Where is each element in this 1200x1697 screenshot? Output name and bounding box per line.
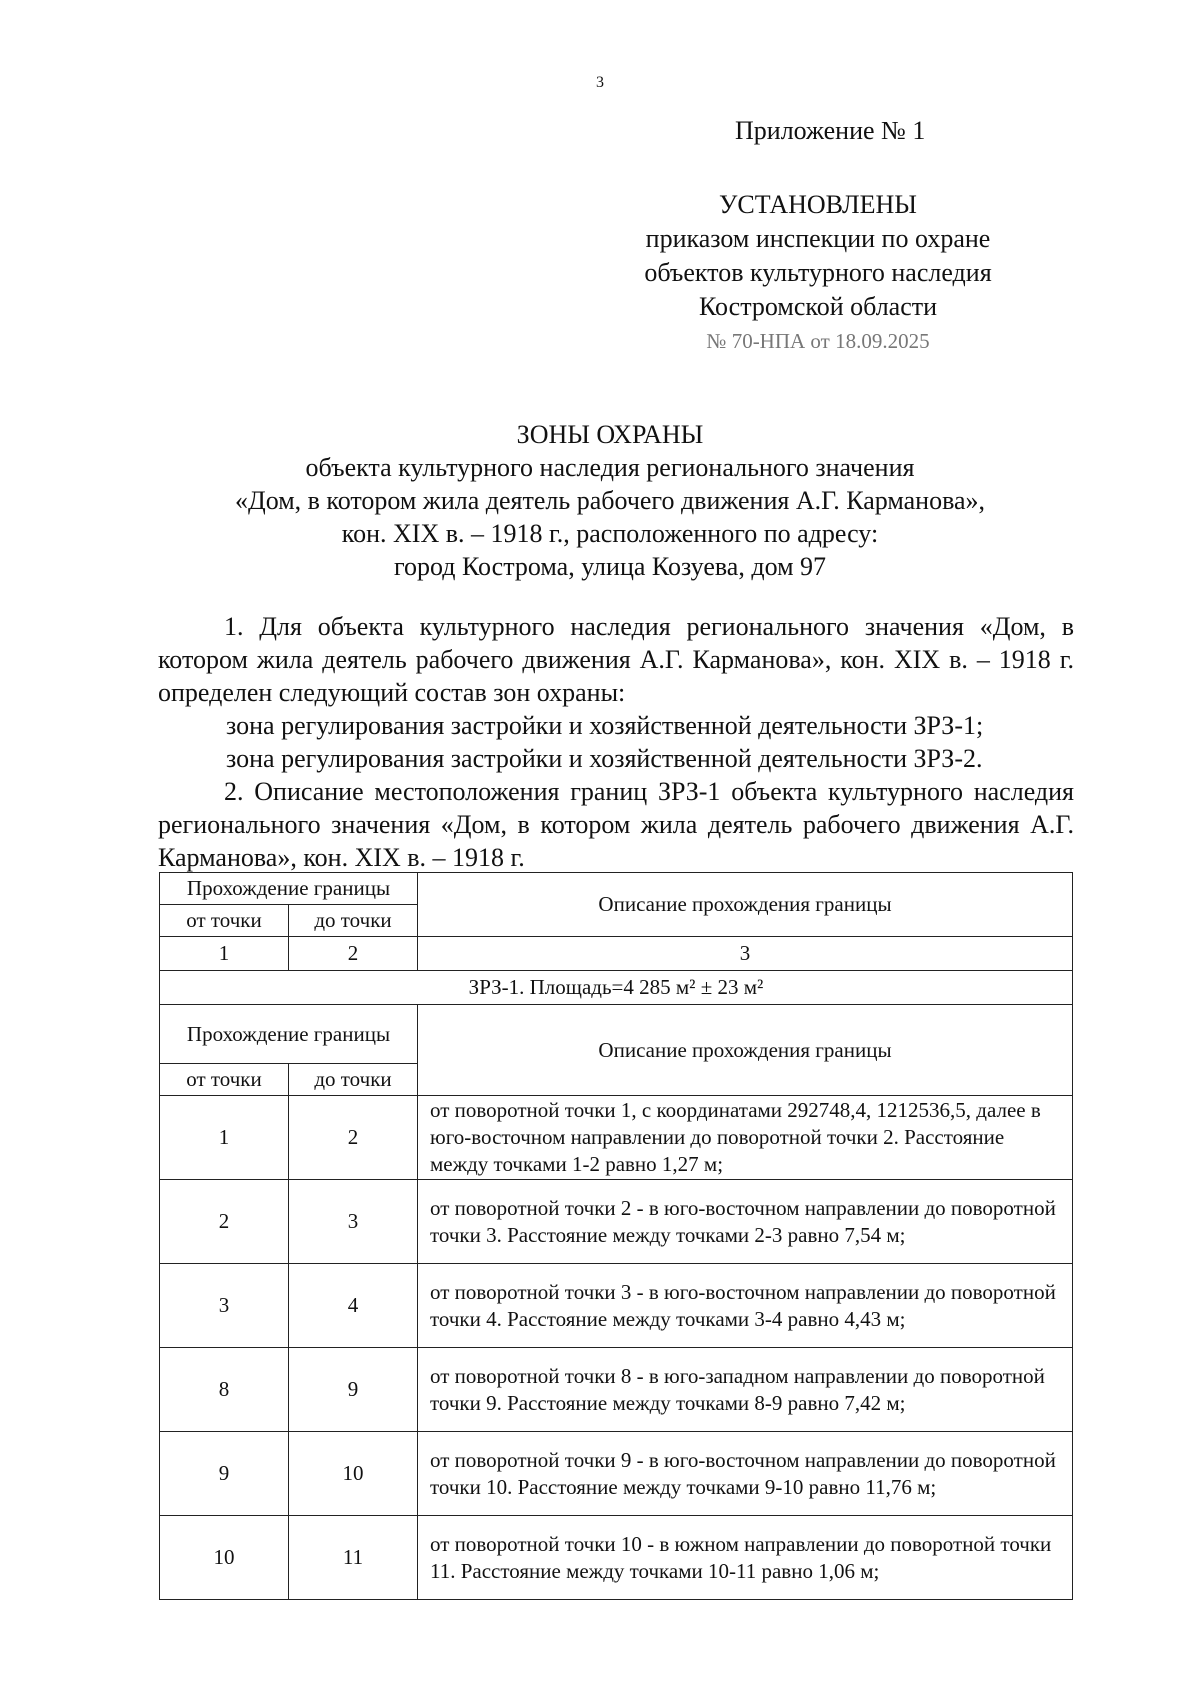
cell-description: от поворотной точки 9 - в юго-восточном направлении до поворотной точки 10. Расстояние между точками 9-10 равно 11,76 м; <box>418 1432 1073 1516</box>
table-row <box>160 1264 1073 1348</box>
title-line: город Кострома, улица Козуева, дом 97 <box>393 552 827 581</box>
zone-caption: ЗРЗ-1. Площадь=4 285 м² ± 23 м² <box>160 971 1073 1005</box>
header-to: до точки <box>289 905 418 937</box>
appendix-label: Приложение № 1 <box>735 116 926 145</box>
boundary-table <box>159 872 1073 1600</box>
column-number: 2 <box>289 937 418 971</box>
cell-description: от поворотной точки 1, с координатами 292748,4, 1212536,5, далее в юго-восточном направлении до поворотной точки 2. Расстояние между точками 1-2 равно 1,27 м; <box>418 1096 1073 1180</box>
title-heading: ЗОНЫ ОХРАНЫ <box>516 420 704 449</box>
document-title <box>160 418 1060 583</box>
zone-item-2: зона регулирования застройки и хозяйственной деятельности ЗРЗ-2. <box>226 744 983 773</box>
header-to-repeat: до точки <box>289 1064 418 1096</box>
title-line: кон. XIX в. – 1918 г., расположенного по адресу: <box>341 519 879 548</box>
approval-line: объектов культурного наследия <box>644 258 992 287</box>
table-row <box>160 1096 1073 1180</box>
body-text <box>158 610 1074 874</box>
cell-description: от поворотной точки 2 - в юго-восточном направлении до поворотной точки 3. Расстояние между точками 2-3 равно 7,54 м; <box>418 1180 1073 1264</box>
column-number: 1 <box>160 937 289 971</box>
header-description-repeat: Описание прохождения границы <box>418 1005 1073 1096</box>
title-line: объекта культурного наследия регионального значения <box>305 453 915 482</box>
table-row <box>160 1516 1073 1600</box>
cell-from: 9 <box>160 1432 289 1516</box>
approval-heading: УСТАНОВЛЕНЫ <box>719 190 917 219</box>
cell-to: 11 <box>289 1516 418 1600</box>
cell-from: 8 <box>160 1348 289 1432</box>
cell-from: 2 <box>160 1180 289 1264</box>
cell-description: от поворотной точки 10 - в южном направлении до поворотной точки 11. Расстояние между точками 10-11 равно 1,06 м; <box>418 1516 1073 1600</box>
cell-from: 3 <box>160 1264 289 1348</box>
cell-to: 10 <box>289 1432 418 1516</box>
cell-from: 10 <box>160 1516 289 1600</box>
approval-block <box>628 188 1008 358</box>
approval-line: Костромской области <box>698 292 938 321</box>
table-row <box>160 1432 1073 1516</box>
order-number-stamp: № 70-НПА от 18.09.2025 <box>706 329 930 353</box>
cell-to: 2 <box>289 1096 418 1180</box>
cell-to: 3 <box>289 1180 418 1264</box>
cell-to: 4 <box>289 1264 418 1348</box>
title-line: «Дом, в котором жила деятель рабочего движения А.Г. Карманова», <box>234 486 986 515</box>
header-from-repeat: от точки <box>160 1064 289 1096</box>
approval-line: приказом инспекции по охране <box>645 224 991 253</box>
page-number: 3 <box>596 74 604 91</box>
cell-to: 9 <box>289 1348 418 1432</box>
table-row <box>160 1348 1073 1432</box>
cell-description: от поворотной точки 8 - в юго-западном направлении до поворотной точки 9. Расстояние между точками 8-9 равно 7,42 м; <box>418 1348 1073 1432</box>
header-description: Описание прохождения границы <box>418 873 1073 937</box>
header-passage-repeat: Прохождение границы <box>160 1005 418 1064</box>
cell-from: 1 <box>160 1096 289 1180</box>
column-number: 3 <box>418 937 1073 971</box>
header-from: от точки <box>160 905 289 937</box>
paragraph-1: 1. Для объекта культурного наследия регионального значения «Дом, в котором жила деятель рабочего движения А.Г. Карманова», кон. XIX в. – 1918 г. определен следующий состав зон охраны: <box>158 612 1074 707</box>
header-passage: Прохождение границы <box>160 873 418 905</box>
cell-description: от поворотной точки 3 - в юго-восточном направлении до поворотной точки 4. Расстояние между точками 3-4 равно 4,43 м; <box>418 1264 1073 1348</box>
table-row <box>160 1180 1073 1264</box>
paragraph-2: 2. Описание местоположения границ ЗРЗ-1 объекта культурного наследия регионального значения «Дом, в котором жила деятель рабочего движения А.Г. Карманова», кон. XIX в. – 1918 г. <box>158 777 1074 872</box>
zone-item-1: зона регулирования застройки и хозяйственной деятельности ЗРЗ-1; <box>226 711 984 740</box>
